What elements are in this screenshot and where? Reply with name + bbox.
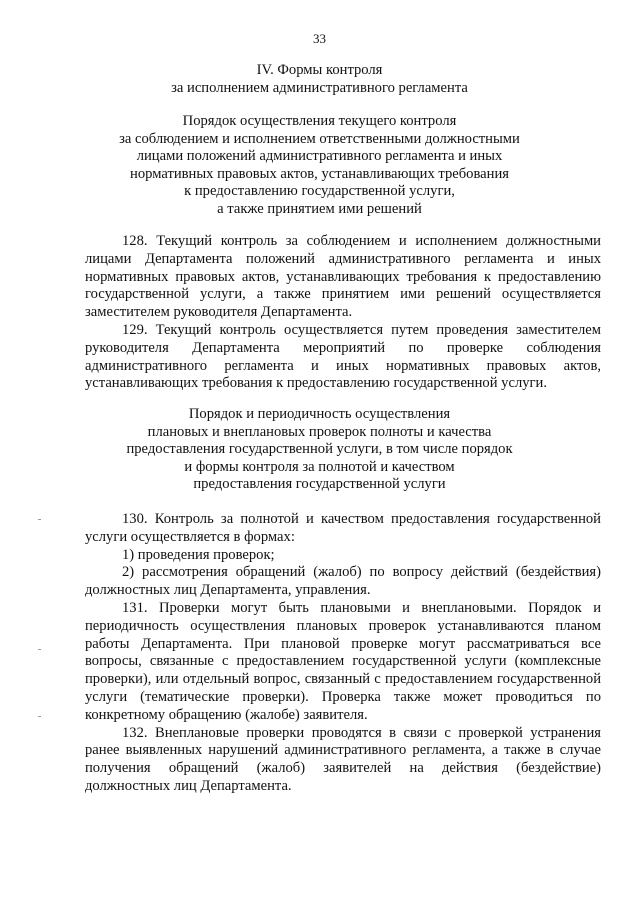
scan-artifact [38,716,41,717]
subheading-line: за соблюдением и исполнением ответственными должностными [119,130,520,147]
subheading-line: нормативных правовых актов, устанавливающих требования [130,165,509,182]
section-heading-line: за исполнением административного регламента [171,79,468,96]
section-heading-line: IV. Формы контроля [256,62,383,78]
paragraph-129: 129. Текущий контроль осуществляется путем проведения заместителем руководителя Департамента мероприятий по проверке соблюдения административного регламента и иных нормативных правовых актов, устанавливающих требования к предоставлению государственной услуги. [85,321,601,392]
subheading-line: предоставления государственной услуги, в том числе порядок [126,441,513,458]
subheading-line: а также принятием ими решений [217,200,422,217]
subheading-line: Порядок и периодичность осуществления [188,406,451,422]
paragraph-131: 131. Проверки могут быть плановыми и внеплановыми. Порядок и периодичность осуществления плановых проверок устанавливаются планом работы Департамента. При плановой проверке могут рассматриваться все вопросы, связанные с предоставлением государственной услуги (комплексные проверки), или отдельный вопрос, связанный с предоставлением государственной услуги (тематические проверки). Проверка также может проводиться по конкретному обращению (жалобе) заявителя. [85,599,601,723]
subheading-current-control [0,113,639,219]
paragraphs-130-132 [85,511,601,796]
paragraph-132: 132. Внеплановые проверки проводятся в связи с проверкой устранения ранее выявленных нарушений административного регламента, а также в случае получения обращений (жалоб) заявителей на действия (бездействие) должностных лиц Департамента. [85,724,601,794]
page-number: 33 [313,31,326,46]
scan-artifact [38,519,41,520]
subheading-inspections [0,406,639,494]
scan-artifact [38,649,41,650]
paragraphs-128-129 [85,233,601,393]
subheading-line: Порядок осуществления текущего контроля [182,113,457,129]
subheading-line: к предоставлению государственной услуги, [184,183,455,200]
section-heading [0,62,639,97]
subheading-line: лицами положений административного регламента и иных [136,148,503,165]
paragraph-130-item-1: 1) проведения проверок; [122,546,275,563]
paragraph-130: 130. Контроль за полнотой и качеством предоставления государственной услуги осуществляется в формах: [85,511,601,545]
subheading-line: плановых и внеплановых проверок полноты и качества [147,423,492,440]
paragraph-130-item-2: 2) рассмотрения обращений (жалоб) по вопросу действий (бездействия) должностных лиц Департамента, управления. [85,564,601,599]
subheading-line: предоставления государственной услуги [193,476,446,493]
subheading-line: и формы контроля за полнотой и качеством [184,458,455,475]
paragraph-128: 128. Текущий контроль за соблюдением и исполнением должностными лицами Департамента положений административного регламента и иных нормативных правовых актов, устанавливающих требования к предоставлению государственной услуги, а также принятием ими решений осуществляется заместителем руководителя Департамента. [85,233,601,321]
